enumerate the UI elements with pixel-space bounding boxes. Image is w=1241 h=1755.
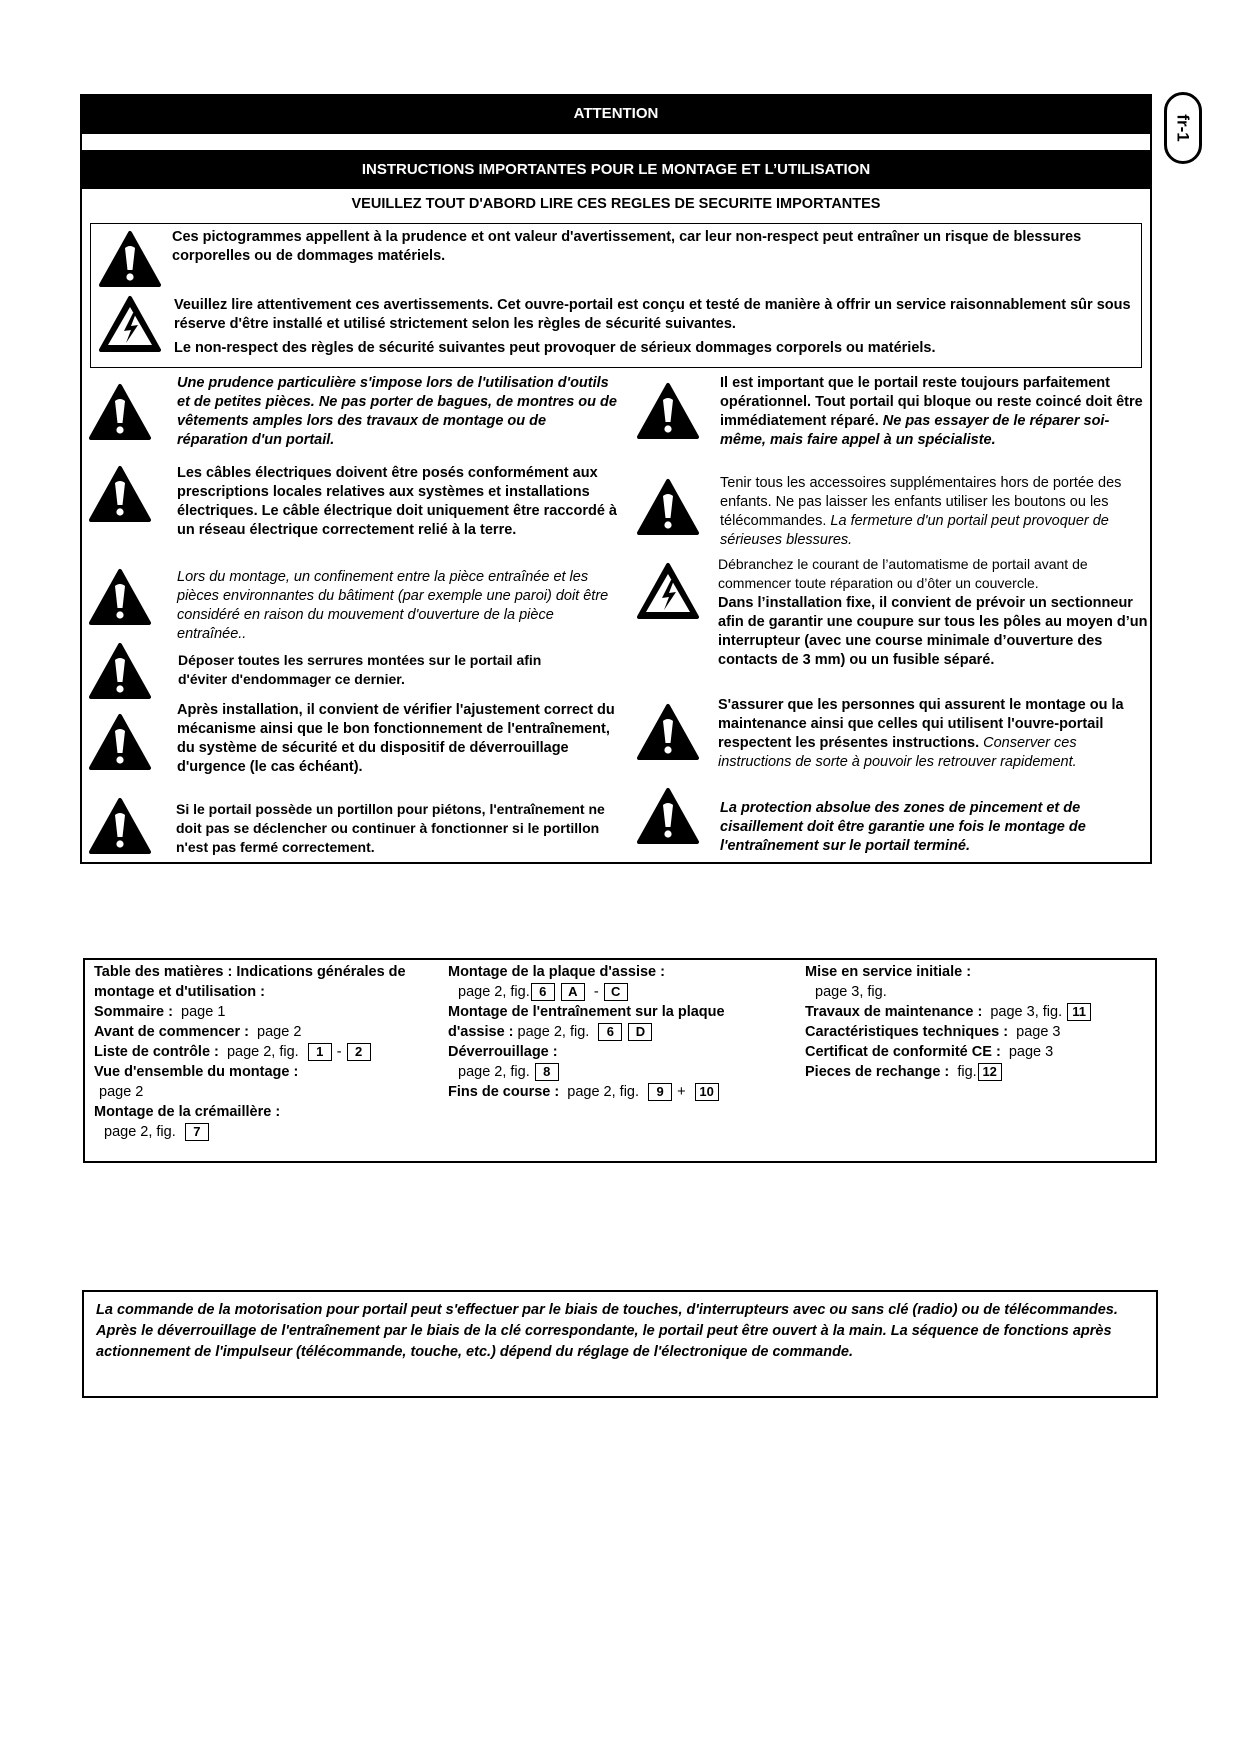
right-warning-4-text: S'assurer que les personnes qui assurent le montage ou la maintenance ainsi que celles qui utilisent l'ouvre-portail respectent les présentes instructions.	[718, 697, 1124, 751]
fig-ref: 6	[531, 983, 555, 1001]
toc-value: page 2	[257, 1024, 302, 1040]
toc-column-1	[94, 962, 429, 1142]
toc-label: Pieces de rechange :	[805, 1064, 950, 1080]
fig-ref: 9	[648, 1083, 672, 1101]
warning-icon	[88, 713, 152, 771]
warning-icon	[88, 797, 152, 855]
right-warning-3a: Débranchez le courant de l’automatisme de portail avant de commencer toute réparation ou d’ôter un couvercle.	[718, 556, 1088, 591]
warning-icon	[88, 383, 152, 441]
toc-value: page 2, fig.	[517, 1024, 590, 1040]
fig-ref: 2	[347, 1043, 371, 1061]
toc-label: Certificat de conformité CE :	[805, 1044, 1001, 1060]
toc-liste: Liste de contrôle : page 2, fig. 1 - 2	[94, 1042, 429, 1062]
fig-ref: A	[561, 983, 585, 1001]
fig-ref: D	[628, 1023, 652, 1041]
toc-value: page 2, fig.	[226, 1044, 299, 1060]
toc-label: Liste de contrôle :	[94, 1044, 219, 1060]
right-warning-2-text: Tenir tous les accessoires supplémentaires hors de portée des enfants. Ne pas laisser les enfants utiliser les boutons ou les télécommandes.	[720, 475, 1122, 529]
toc-plaque-label: Montage de la plaque d'assise :	[448, 964, 665, 980]
intro-text-3: Le non-respect des règles de sécurité suivantes peut provoquer de sérieux dommages corporels ou matériels.	[174, 340, 936, 356]
left-warning-5: Après installation, il convient de vérifier l'ajustement correct du mécanisme ainsi que le bon fonctionnement de l'entraînement, du système de sécurité et du dispositif de déverrouillage d'urgence (le cas échéant).	[177, 702, 615, 775]
toc-value: page 2, fig.	[567, 1084, 640, 1100]
fig-ref: 6	[598, 1023, 622, 1041]
toc-heading: Table des matières : Indications générales de montage et d'utilisation :	[94, 964, 406, 1000]
toc-column-3	[805, 962, 1145, 1082]
bottom-note: La commande de la motorisation pour portail peut s'effectuer par le biais de touches, d'interrupteurs avec ou sans clé (radio) ou de télécommandes. Après le déverrouillage de l'entraînement par le biais de la clé correspondante, le portail peut être ouvert à la main. La séquence de fonctions après actionnement de l'impulseur (télécommande, touche, etc.) dépend du réglage de l'électronique de commande.	[96, 1302, 1118, 1360]
electric-hazard-icon	[636, 562, 700, 620]
left-warning-6: Si le portail possède un portillon pour piétons, l'entraînement ne doit pas se déclencher ou continuer à fonctionner si le portillon n'est pas fermé correctement.	[176, 801, 605, 855]
page-tab-label: fr-1	[1174, 114, 1193, 142]
read-first-heading: VEUILLEZ TOUT D'ABORD LIRE CES REGLES DE SECURITE IMPORTANTES	[351, 196, 881, 212]
toc-mise-label: Mise en service initiale :	[805, 964, 972, 980]
toc-fins: Fins de course : page 2, fig. 9 + 10	[448, 1082, 778, 1102]
right-warning-1-text: Il est important que le portail reste toujours parfaitement opérationnel. Tout portail qui bloque ou reste coincé doit être immédiatement réparé.	[720, 375, 1143, 429]
instructions-bar	[80, 150, 1152, 189]
toc-deverrouillage	[448, 1062, 778, 1082]
instructions-title: INSTRUCTIONS IMPORTANTES POUR LE MONTAGE ET L’UTILISATION	[361, 161, 871, 178]
toc-value: page 3	[1016, 1024, 1061, 1040]
toc-deverrouillage-label: Déverrouillage :	[448, 1044, 558, 1060]
right-warning-2	[720, 474, 1145, 550]
toc-label: Travaux de maintenance :	[805, 1004, 983, 1020]
left-warning-1: Une prudence particulière s'impose lors de l'utilisation d'outils et de petites pièces. Ne pas porter de bagues, de montres ou de vêtements amples lors des travaux de montage ou de réparation d'un portail.	[177, 375, 617, 448]
toc-vue-label: Vue d'ensemble du montage :	[94, 1064, 299, 1080]
warning-icon	[636, 478, 700, 536]
fig-ref: 10	[695, 1083, 719, 1101]
toc-label: Caractéristiques techniques :	[805, 1024, 1009, 1040]
toc-certificat	[805, 1042, 1145, 1062]
toc-label: Avant de commencer :	[94, 1024, 249, 1040]
toc-caracteristiques	[805, 1022, 1145, 1042]
fig-ref: 1	[308, 1043, 332, 1061]
toc-value: fig.	[957, 1064, 977, 1080]
attention-bar	[80, 94, 1152, 134]
toc-sommaire	[94, 1002, 429, 1022]
fig-ref: 7	[185, 1123, 209, 1141]
toc-value: page 3, fig.	[990, 1004, 1063, 1020]
left-warning-3: Lors du montage, un confinement entre la pièce entraînée et les pièces environnantes du bâtiment (par exemple une paroi) doit être considéré en raison du mouvement d'ouverture de la pièce entraînée..	[177, 569, 609, 642]
left-warning-2: Les câbles électriques doivent être posés conformément aux prescriptions locales relatives aux systèmes et installations électriques. Le câble électrique doit uniquement être raccordé à un réseau électrique correctement relié à la terre.	[177, 465, 617, 538]
toc-mise-value: page 3, fig.	[815, 984, 887, 1000]
toc-cremaillere-label: Montage de la crémaillère :	[94, 1104, 281, 1120]
page-tab	[1164, 92, 1202, 164]
attention-title: ATTENTION	[573, 105, 659, 122]
warning-icon	[88, 642, 152, 700]
warning-icon	[636, 703, 700, 761]
intro-text-1: Ces pictogrammes appellent à la prudence et ont valeur d'avertissement, car leur non-respect peut entraîner un risque de blessures corporelles ou de dommages matériels.	[172, 229, 1082, 264]
fig-ref: 11	[1067, 1003, 1091, 1021]
toc-vue-value: page 2	[99, 1084, 144, 1100]
toc-travaux	[805, 1002, 1145, 1022]
toc-value: page 2, fig.	[458, 1064, 530, 1080]
toc-entrainement-label: Montage de l'entraînement sur la plaque d'assise :	[448, 1004, 725, 1040]
toc-pieces	[805, 1062, 1145, 1082]
right-warning-1-emphasis: Ne pas essayer de le réparer soi-même, mais faire appel à un spécialiste.	[720, 413, 1110, 448]
warning-icon	[636, 787, 700, 845]
toc-avant	[94, 1022, 429, 1042]
toc-value: page 3	[1008, 1044, 1054, 1060]
fig-ref: C	[604, 983, 628, 1001]
left-warning-4: Déposer toutes les serrures montées sur le portail afin d'éviter d'endommager ce dernier.	[178, 652, 542, 687]
warning-icon	[636, 382, 700, 440]
right-warning-3b: Dans l’installation fixe, il convient de prévoir un sectionneur afin de garantir une coupure sur tous les pôles au moyen d’un interrupteur (avec une course minimale d’ouverture des contacts de 3 mm) ou un fusible séparé.	[718, 595, 1148, 668]
toc-value: page 2, fig.	[104, 1124, 176, 1140]
warning-icon	[88, 465, 152, 523]
toc-value: page 1	[181, 1004, 226, 1020]
toc-label: Sommaire :	[94, 1004, 173, 1020]
right-warning-2-emphasis: La fermeture d'un portail peut provoquer de sérieuses blessures.	[720, 513, 1109, 548]
right-warning-1	[720, 374, 1145, 450]
intro-text-2: Veuillez lire attentivement ces avertissements. Cet ouvre-portail est conçu et testé de manière à offrir un service raisonnablement sûr sous réserve d'être installé et utilisé strictement selon les règles de sécurité suivantes.	[174, 297, 1131, 332]
toc-value: page 2, fig.	[458, 984, 530, 1000]
right-warning-4-emphasis: Conserver ces instructions de sorte à pouvoir les retrouver rapidement.	[718, 735, 1077, 770]
toc-plaque: page 2, fig. 6 A - C	[448, 982, 778, 1002]
electric-hazard-icon	[98, 295, 162, 353]
warning-icon	[98, 230, 162, 288]
toc-column-2	[448, 962, 778, 1102]
fig-ref: 12	[978, 1063, 1002, 1081]
right-warning-4	[718, 696, 1148, 772]
right-warning-5: La protection absolue des zones de pincement et de cisaillement doit être garantie une fois le montage de l'entraînement sur le portail terminé.	[720, 800, 1086, 854]
warning-icon	[88, 568, 152, 626]
toc-label: Fins de course :	[448, 1084, 560, 1100]
fig-ref: 8	[535, 1063, 559, 1081]
toc-cremaillere	[94, 1122, 429, 1142]
